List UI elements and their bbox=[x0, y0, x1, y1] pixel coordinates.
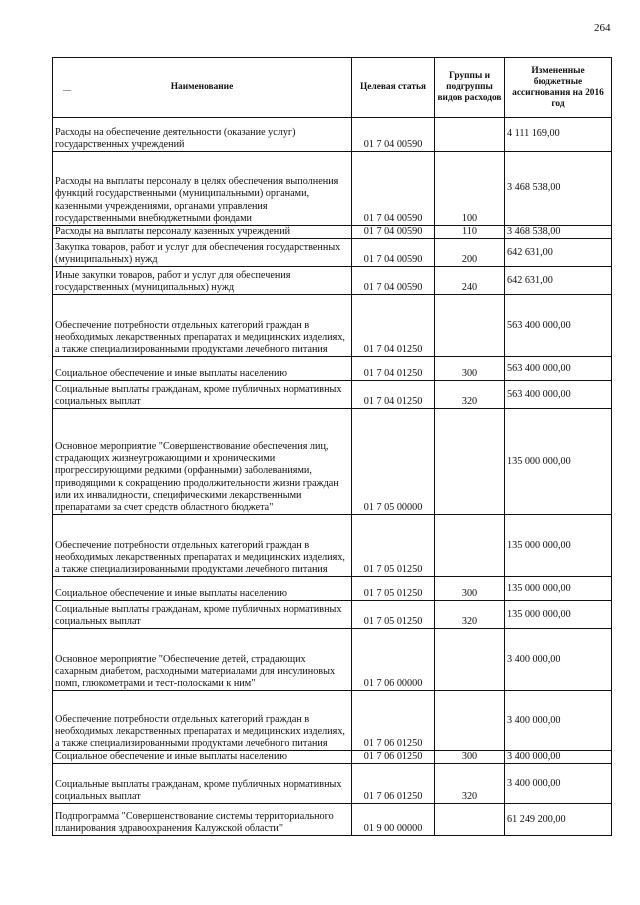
row-target-code: 01 7 04 00590 bbox=[352, 152, 435, 226]
row-expense-group bbox=[435, 295, 505, 357]
header-name-label: Наименование bbox=[170, 82, 234, 92]
row-amount: 642 631,00 bbox=[505, 267, 612, 295]
row-target-code: 01 7 04 00590 bbox=[352, 239, 435, 267]
row-expense-group bbox=[435, 629, 505, 691]
row-expense-group: 320 bbox=[435, 381, 505, 409]
row-name: Расходы на обеспечение деятельности (оказание услуг) государственных учреждений bbox=[53, 118, 352, 152]
header-name bbox=[53, 58, 352, 118]
row-amount: 4 111 169,00 bbox=[505, 118, 612, 152]
header-code: Целевая статья bbox=[352, 58, 435, 118]
row-name: Подпрограмма "Совершенствование системы территориального планирования здравоохранения Калужской области" bbox=[53, 804, 352, 836]
header-amount: Измененные бюджетные ассигнования на 2016 год bbox=[505, 58, 612, 118]
table-header-row bbox=[53, 58, 612, 118]
table-row bbox=[53, 357, 612, 381]
table-row bbox=[53, 751, 612, 764]
row-name: Обеспечение потребности отдельных категорий граждан в необходимых лекарственных препаратах и медицинских изделиях, а также специализированными продуктами лечебного питания bbox=[53, 515, 352, 577]
row-expense-group: 300 bbox=[435, 751, 505, 764]
table-row bbox=[53, 804, 612, 836]
page-number: 264 bbox=[594, 22, 611, 34]
row-expense-group: 320 bbox=[435, 764, 505, 804]
row-expense-group: 320 bbox=[435, 601, 505, 629]
table-row bbox=[53, 409, 612, 515]
row-amount: 3 400 000,00 bbox=[505, 764, 612, 804]
row-name: Расходы на выплаты персоналу казенных учреждений bbox=[53, 226, 352, 239]
row-amount: 563 400 000,00 bbox=[505, 357, 612, 381]
row-target-code: 01 7 04 01250 bbox=[352, 381, 435, 409]
row-name: Основное мероприятие "Совершенствование обеспечения лиц, страдающих жизнеугрожающими и хроническими прогрессирующими редкими (орфанными) заболеваниями, приводящими к сокращению продолжительности жизни граждан или их инвалидности, специфическими лекарственными препаратами за счет средств областного бюджета" bbox=[53, 409, 352, 515]
row-target-code: 01 9 00 00000 bbox=[352, 804, 435, 836]
table-row bbox=[53, 577, 612, 601]
row-amount: 642 631,00 bbox=[505, 239, 612, 267]
row-expense-group: 100 bbox=[435, 152, 505, 226]
table-row bbox=[53, 764, 612, 804]
row-target-code: 01 7 04 00590 bbox=[352, 118, 435, 152]
row-amount: 135 000 000,00 bbox=[505, 409, 612, 515]
row-name: Социальное обеспечение и иные выплаты населению bbox=[53, 577, 352, 601]
row-expense-group bbox=[435, 515, 505, 577]
header-dash: — bbox=[63, 85, 71, 94]
table-row bbox=[53, 118, 612, 152]
table-row bbox=[53, 381, 612, 409]
row-target-code: 01 7 06 01250 bbox=[352, 751, 435, 764]
row-name: Социальные выплаты гражданам, кроме публичных нормативных социальных выплат bbox=[53, 601, 352, 629]
row-amount: 3 400 000,00 bbox=[505, 751, 612, 764]
row-name: Основное мероприятие "Обеспечение детей, страдающих сахарным диабетом, расходными материалами для инсулиновых помп, глюкометрами и тест-полосками к ним" bbox=[53, 629, 352, 691]
table-row bbox=[53, 691, 612, 751]
row-target-code: 01 7 04 01250 bbox=[352, 295, 435, 357]
row-target-code: 01 7 05 01250 bbox=[352, 577, 435, 601]
row-amount: 3 400 000,00 bbox=[505, 691, 612, 751]
row-amount: 563 400 000,00 bbox=[505, 381, 612, 409]
row-target-code: 01 7 04 00590 bbox=[352, 226, 435, 239]
row-expense-group: 300 bbox=[435, 577, 505, 601]
row-amount: 3 468 538,00 bbox=[505, 152, 612, 226]
row-target-code: 01 7 04 01250 bbox=[352, 357, 435, 381]
row-name: Расходы на выплаты персоналу в целях обеспечения выполнения функций государственными (муниципальными) органами, казенными учреждениями, органами управления государственными внебюджетными фондами bbox=[53, 152, 352, 226]
row-target-code: 01 7 06 01250 bbox=[352, 764, 435, 804]
table-row bbox=[53, 152, 612, 226]
row-amount: 135 000 000,00 bbox=[505, 577, 612, 601]
row-expense-group bbox=[435, 804, 505, 836]
row-target-code: 01 7 05 00000 bbox=[352, 409, 435, 515]
table-row bbox=[53, 267, 612, 295]
table-row bbox=[53, 601, 612, 629]
row-target-code: 01 7 06 00000 bbox=[352, 629, 435, 691]
row-amount: 135 000 000,00 bbox=[505, 601, 612, 629]
row-target-code: 01 7 05 01250 bbox=[352, 515, 435, 577]
header-group: Группы и подгруппы видов расходов bbox=[435, 58, 505, 118]
row-name: Социальное обеспечение и иные выплаты населению bbox=[53, 751, 352, 764]
row-name: Обеспечение потребности отдельных категорий граждан в необходимых лекарственных препаратах и медицинских изделиях, а также специализированными продуктами лечебного питания bbox=[53, 691, 352, 751]
row-target-code: 01 7 06 01250 bbox=[352, 691, 435, 751]
row-expense-group bbox=[435, 118, 505, 152]
row-expense-group: 200 bbox=[435, 239, 505, 267]
row-expense-group: 240 bbox=[435, 267, 505, 295]
row-target-code: 01 7 05 01250 bbox=[352, 601, 435, 629]
row-amount: 61 249 200,00 bbox=[505, 804, 612, 836]
table-row bbox=[53, 295, 612, 357]
row-name: Социальное обеспечение и иные выплаты населению bbox=[53, 357, 352, 381]
row-expense-group: 300 bbox=[435, 357, 505, 381]
table-row bbox=[53, 629, 612, 691]
row-name: Иные закупки товаров, работ и услуг для обеспечения государственных (муниципальных) нужд bbox=[53, 267, 352, 295]
budget-table bbox=[52, 57, 612, 836]
row-amount: 3 468 538,00 bbox=[505, 226, 612, 239]
row-name: Социальные выплаты гражданам, кроме публичных нормативных социальных выплат bbox=[53, 381, 352, 409]
row-amount: 3 400 000,00 bbox=[505, 629, 612, 691]
row-target-code: 01 7 04 00590 bbox=[352, 267, 435, 295]
row-expense-group: 110 bbox=[435, 226, 505, 239]
row-expense-group bbox=[435, 691, 505, 751]
row-name: Социальные выплаты гражданам, кроме публичных нормативных социальных выплат bbox=[53, 764, 352, 804]
row-amount: 563 400 000,00 bbox=[505, 295, 612, 357]
row-expense-group bbox=[435, 409, 505, 515]
table-row bbox=[53, 515, 612, 577]
table-row bbox=[53, 226, 612, 239]
row-amount: 135 000 000,00 bbox=[505, 515, 612, 577]
table-row bbox=[53, 239, 612, 267]
row-name: Обеспечение потребности отдельных категорий граждан в необходимых лекарственных препаратах и медицинских изделиях, а также специализированными продуктами лечебного питания bbox=[53, 295, 352, 357]
row-name: Закупка товаров, работ и услуг для обеспечения государственных (муниципальных) нужд bbox=[53, 239, 352, 267]
